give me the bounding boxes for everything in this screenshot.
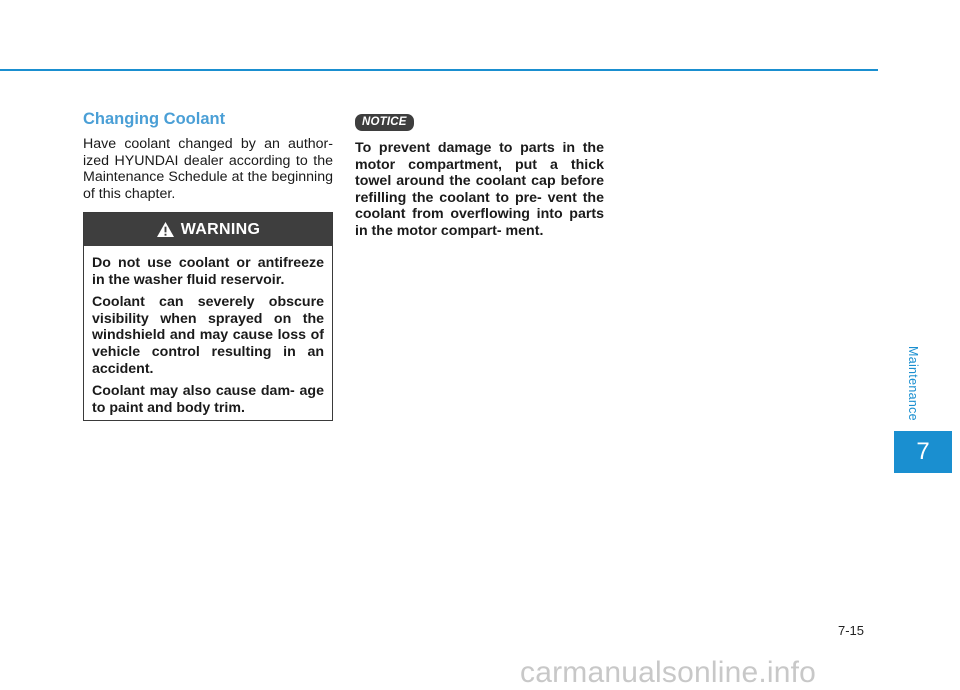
chapter-tab: 7 <box>894 431 952 473</box>
header-rule <box>0 69 878 71</box>
section-heading: Changing Coolant <box>83 110 226 128</box>
chapter-side-label <box>903 338 923 428</box>
warning-box <box>83 212 333 421</box>
notice-badge: NOTICE <box>355 114 414 131</box>
watermark-text: carmanualsonline.info <box>520 656 817 689</box>
warning-paragraph: Do not use coolant or antifreeze in the washer fluid reservoir. <box>92 255 324 288</box>
warning-body <box>84 246 332 416</box>
chapter-side-label-text: Maintenance <box>906 345 920 421</box>
page-number: 7-15 <box>838 623 865 638</box>
section-body-text: Have coolant changed by an author- ized HYUNDAI dealer according to the Maintenance Schedule at the beginning of this chapter. <box>83 136 333 202</box>
warning-paragraph: Coolant may also cause dam- age to paint and body trim. <box>92 383 324 416</box>
warning-triangle-icon <box>156 221 175 238</box>
warning-header <box>84 213 332 246</box>
notice-text: To prevent damage to parts in the motor compartment, put a thick towel around the coolant cap before refilling the coolant to pre- vent the coolant from overflowing into parts in the motor compart- ment. <box>355 140 604 239</box>
warning-title: WARNING <box>180 220 261 238</box>
warning-paragraph: Coolant can severely obscure visibility when sprayed on the windshield and may cause loss of vehicle control resulting in an accident. <box>92 294 324 377</box>
